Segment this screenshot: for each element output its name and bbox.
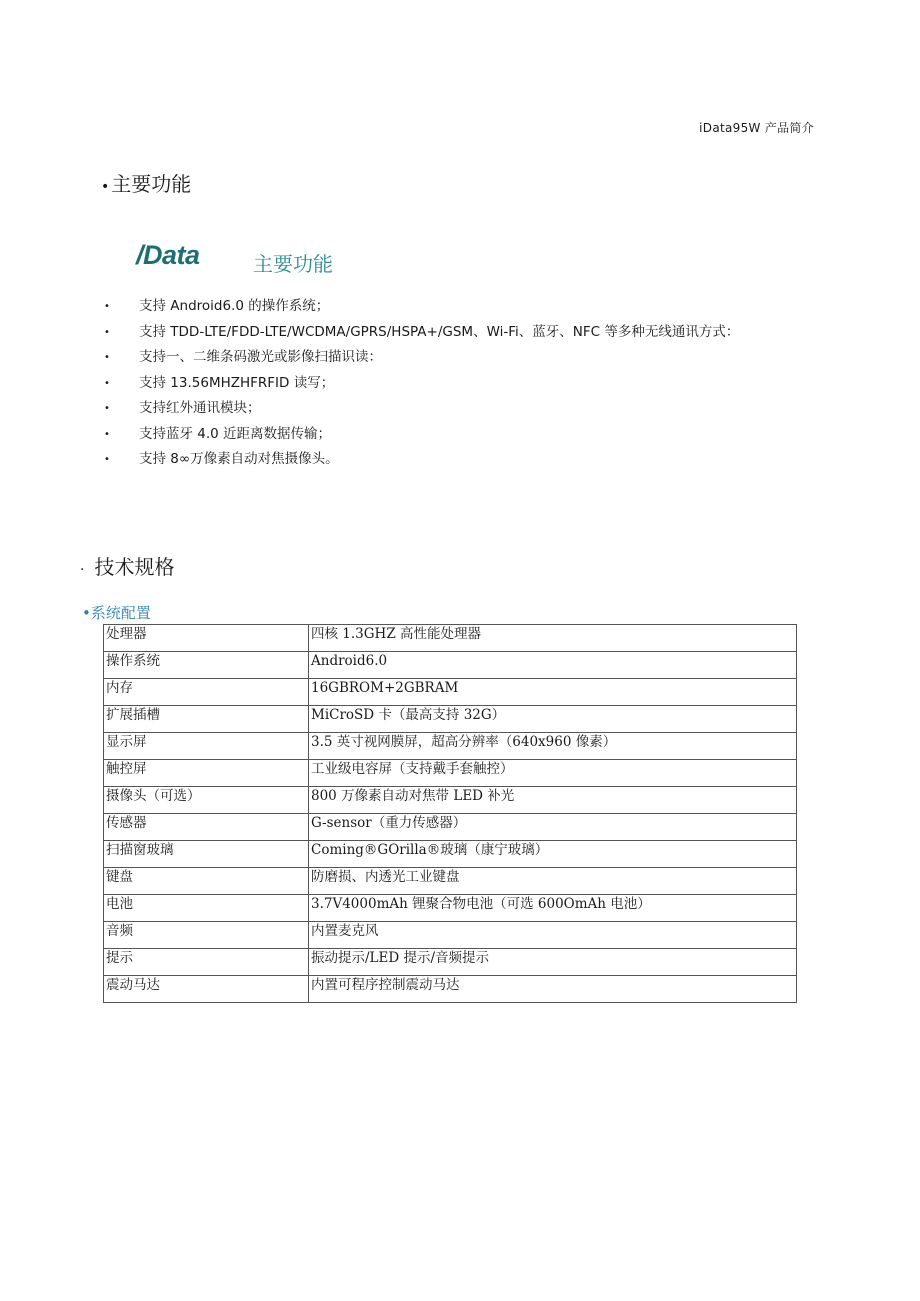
- spec-table: [103, 624, 797, 1003]
- spec-value: 内置麦克风: [309, 922, 797, 949]
- heading-text: 技术规格: [94, 555, 175, 579]
- spec-value: MiCroSD 卡（最高支持 32G）: [309, 706, 797, 733]
- table-row: [104, 787, 797, 814]
- brand-banner-subtitle: 主要功能: [253, 252, 333, 276]
- bullet-icon: •: [104, 428, 110, 440]
- heading-bullet: ·: [80, 562, 85, 578]
- spec-key: 操作系统: [104, 652, 309, 679]
- spec-key: 内存: [104, 679, 309, 706]
- spec-key: 显示屏: [104, 733, 309, 760]
- table-row: [104, 625, 797, 652]
- spec-value: 3.5 英寸视网膜屏，超高分辨率（640x960 像素）: [309, 733, 797, 760]
- spec-key: 提示: [104, 949, 309, 976]
- table-row: [104, 814, 797, 841]
- document-header: iData95W 产品简介: [699, 121, 814, 135]
- bullet-icon: •: [104, 403, 110, 414]
- spec-value: Coming®GOrilla®玻璃（康宁玻璃）: [309, 841, 797, 868]
- section-heading-tech-specs: [80, 551, 174, 580]
- spec-key: 处理器: [104, 625, 309, 652]
- spec-value: 16GBROM+2GBRAM: [309, 679, 797, 706]
- spec-value: G-sensor（重力传感器）: [309, 814, 797, 841]
- bullet-icon: •: [104, 301, 110, 312]
- spec-value: 工业级电容屏（支持戴手套触控）: [309, 760, 797, 787]
- table-row: [104, 922, 797, 949]
- spec-value: 内置可程序控制震动马达: [309, 976, 797, 1003]
- spec-key: 扩展插槽: [104, 706, 309, 733]
- spec-value: 防磨损、内透光工业键盘: [309, 868, 797, 895]
- bullet-icon: •: [104, 377, 110, 389]
- subsection-heading-system-config: •系统配置: [82, 604, 151, 622]
- spec-value: 四核 1.3GHZ 高性能处理器: [309, 625, 797, 652]
- table-row: [104, 760, 797, 787]
- spec-key: 摄像头（可选）: [104, 787, 309, 814]
- heading-bullet: •: [101, 179, 110, 195]
- table-row: [104, 868, 797, 895]
- bullet-icon: •: [104, 454, 110, 465]
- table-row: [104, 652, 797, 679]
- spec-key: 触控屏: [104, 760, 309, 787]
- spec-value: Android6.0: [309, 652, 797, 679]
- table-row: [104, 949, 797, 976]
- bullet-icon: •: [104, 352, 110, 363]
- table-row: [104, 976, 797, 1003]
- spec-value: 3.7V4000mAh 锂聚合物电池（可选 600OmAh 电池）: [309, 895, 797, 922]
- table-row: [104, 895, 797, 922]
- table-row: [104, 733, 797, 760]
- spec-value: 800 万像素自动对焦带 LED 补光: [309, 787, 797, 814]
- heading-text: 主要功能: [111, 172, 192, 196]
- spec-key: 传感器: [104, 814, 309, 841]
- brand-banner: [136, 240, 333, 276]
- spec-key: 电池: [104, 895, 309, 922]
- table-row: [104, 841, 797, 868]
- section-heading-main-functions: [101, 168, 191, 197]
- table-row: [104, 706, 797, 733]
- spec-value: 振动提示/LED 提示/音频提示: [309, 949, 797, 976]
- bullet-icon: •: [104, 326, 110, 338]
- spec-key: 键盘: [104, 868, 309, 895]
- spec-key: 音频: [104, 922, 309, 949]
- idata-logo: /Data: [136, 240, 200, 270]
- table-row: [104, 679, 797, 706]
- spec-key: 震动马达: [104, 976, 309, 1003]
- spec-key: 扫描窗玻璃: [104, 841, 309, 868]
